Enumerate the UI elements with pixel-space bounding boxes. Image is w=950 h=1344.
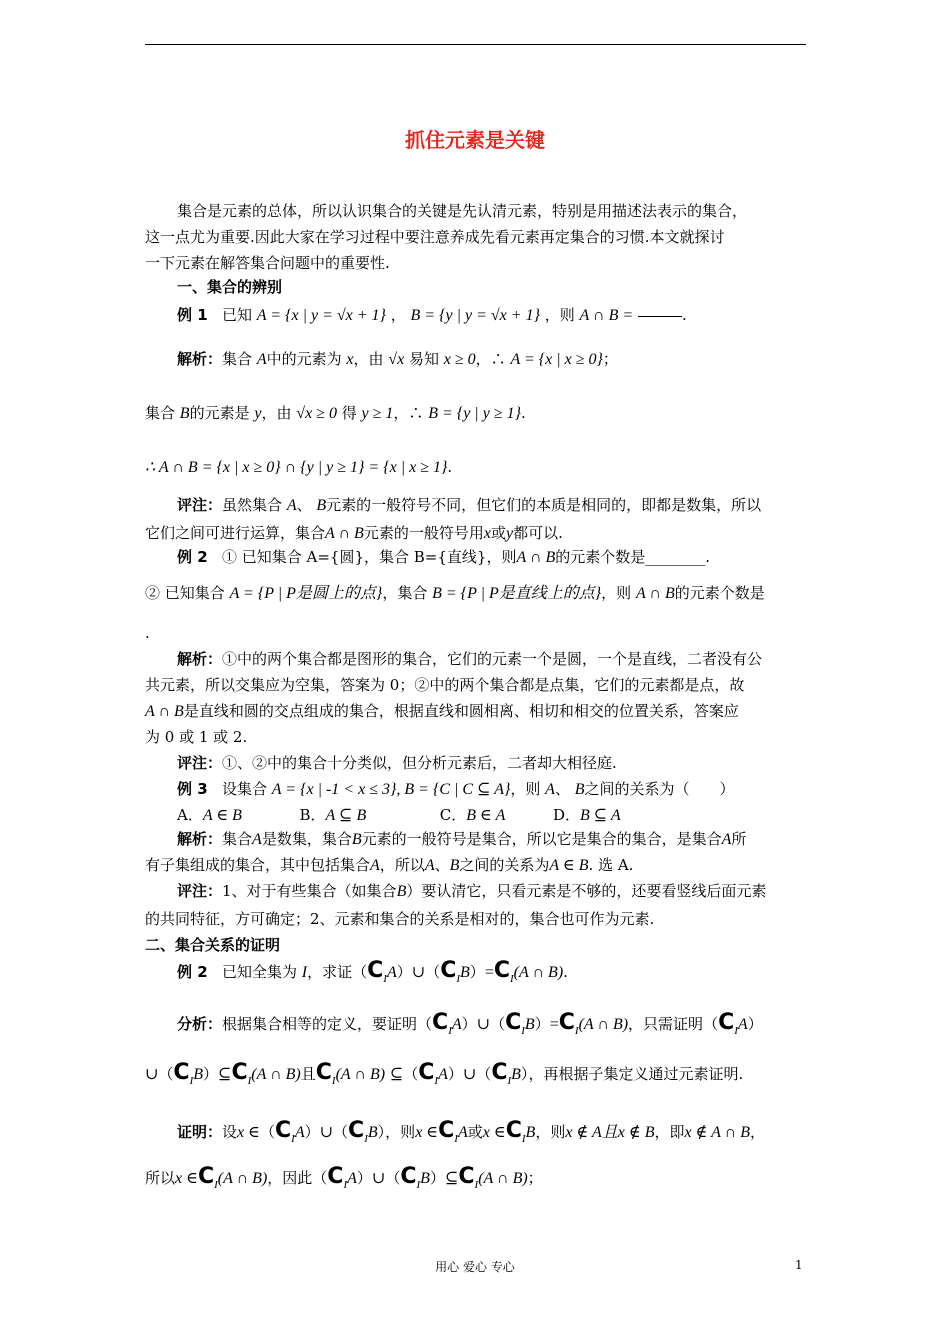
section-heading-1: 一、集合的辨别 (177, 278, 283, 296)
example-3: 例 3 设集合 A = {x | -1 < x ≤ 3}, B = {C | C ⊆ A}，则 A、 B之间的关系为（ ） (177, 780, 735, 798)
solution-2-line-3: A ∩ B是直线和圆的交点组成的集合，根据直线和圆相离、相切和相交的位置关系，答案应 (145, 702, 739, 720)
complement-symbol: C (367, 958, 384, 983)
example-2-line-2: ② 已知集合 A = {P | P是圆上的点}，集合 B = {P | P是直线上的点}，则 A ∩ B的元素个数是 (145, 584, 765, 602)
page-footer: 用心 爱心 专心 (435, 1260, 515, 1274)
solution-1-line-2: 集合 B的元素是 y，由 √x ≥ 0 得 y ≥ 1，∴ B = {y | y ≥ 1}. (145, 404, 526, 422)
intro-line-2: 这一点尤为重要.因此大家在学习过程中要注意养成先看元素再定集合的习惯.本文就探讨 (145, 228, 725, 246)
intro-line-3: 一下元素在解答集合问题中的重要性. (145, 254, 390, 272)
complement-symbol: C (493, 958, 510, 983)
solution-2-line-1: 解析：①中的两个集合都是图形的集合，它们的元素一个是圆，一个是直线，二者没有公 (177, 650, 763, 668)
remark-3-line-1: 评注：1、对于有些集合（如集合B）要认清它，只看元素是不够的，还要看竖线后面元素 (177, 882, 767, 900)
solution-1-line-1: 解析：集合 A中的元素为 x，由 √x 易知 x ≥ 0，∴ A = {x | x ≥ 0}； (177, 350, 618, 368)
solution-2-line-4: 为 0 或 1 或 2. (145, 728, 248, 746)
example-label: 例 1 (177, 306, 208, 324)
solution-1-line-3: ∴ A ∩ B = {x | x ≥ 0} ∩ {y | y ≥ 1} = {x | x ≥ 1}. (145, 458, 453, 476)
remark-1-line-2: 它们之间可进行运算，集合A ∩ B元素的一般符号用x或y都可以. (145, 524, 563, 542)
set-b-definition: B = {y | y = √x + 1} (410, 307, 540, 324)
solution-2-line-2: 共元素，所以交集应为空集，答案为 0；②中的两个集合都是点集，它们的元素都是点，故 (145, 676, 745, 694)
page-number: 1 (795, 1258, 803, 1272)
section-heading-2: 二、集合关系的证明 (145, 936, 281, 954)
answer-blank (638, 315, 682, 317)
example-2-line-3: . (145, 624, 150, 642)
analysis-line-1: 分析：根据集合相等的定义，要证明$(C_IA)\cup(C_IB)=C_I(A$ ∩ B)，只需证明$(C_IA)$ (177, 1010, 763, 1037)
header-rule (145, 44, 806, 45)
solution-3-line-1: 解析：集合A是数集，集合B元素的一般符号是集合，所以它是集合的集合，是集合A所 (177, 830, 747, 848)
example-3-options (145, 804, 621, 827)
page-title: 抓住元素是关键 (405, 128, 545, 152)
proof-line-1: 证明：设x $\in(C_IA)\cup(C_IB)$，则x $\in C_IA$或x $\in C_IB$，则x ∉ A且x ∉ B，即x ∉ A ∩ B， (177, 1118, 765, 1145)
option-d: D．B ⊆ A (552, 806, 621, 824)
intro-line-1: 集合是元素的总体，所以认识集合的关键是先认清元素，特别是用描述法表示的集合， (177, 202, 748, 220)
remark-3-line-2: 的共同特征，方可确定；2、元素和集合的关系是相对的，集合也可作为元素. (145, 910, 655, 928)
option-c: C．B ∈ A (439, 806, 506, 824)
example-2-line-1: 例 2 ① 已知集合 A={圆}，集合 B={直线}，则A ∩ B的元素个数是________. (177, 548, 711, 566)
remark-2: 评注：①、②中的集合十分类似，但分析元素后，二者却大相径庭. (177, 754, 617, 772)
remark-1-line-1: 评注：虽然集合 A、 B元素的一般符号不同，但它们的本质是相同的，即都是数集，所以 (177, 496, 762, 514)
analysis-line-2: $\cup(C_IB)⊆C_I(A$ ∩ B)且$C_I(A$ ∩ B) $⊆(C_IA)\cup(C_IB)$，再根据子集定义通过元素证明. (145, 1060, 744, 1087)
solution-3-line-2: 有子集组成的集合，其中包括集合A，所以A、B之间的关系为A ∈ B. 选 A. (145, 856, 634, 874)
example-4: 例 2 已知全集为 I，求证$(C_IA)\cup(C_IB)=C_I(A$ ∩ B). (177, 958, 568, 985)
complement-symbol: C (440, 958, 457, 983)
option-b: B．A ⊆ B (299, 806, 367, 824)
set-a-definition: A = {x | y = √x + 1} (256, 307, 386, 324)
proof-line-2: 所以x $\in C_I(A$ ∩ B)，因此$(C_IA)\cup(C_IB)⊆C_I(A$ ∩ B)； (145, 1164, 543, 1191)
intersection-question: A ∩ B = (579, 307, 634, 324)
option-a: A．A ∈ B (177, 806, 242, 824)
example-1: 例 1 已知 A = {x | y = √x + 1} ， B = {y | y = √x + 1} ，则 A ∩ B = . (177, 306, 687, 324)
